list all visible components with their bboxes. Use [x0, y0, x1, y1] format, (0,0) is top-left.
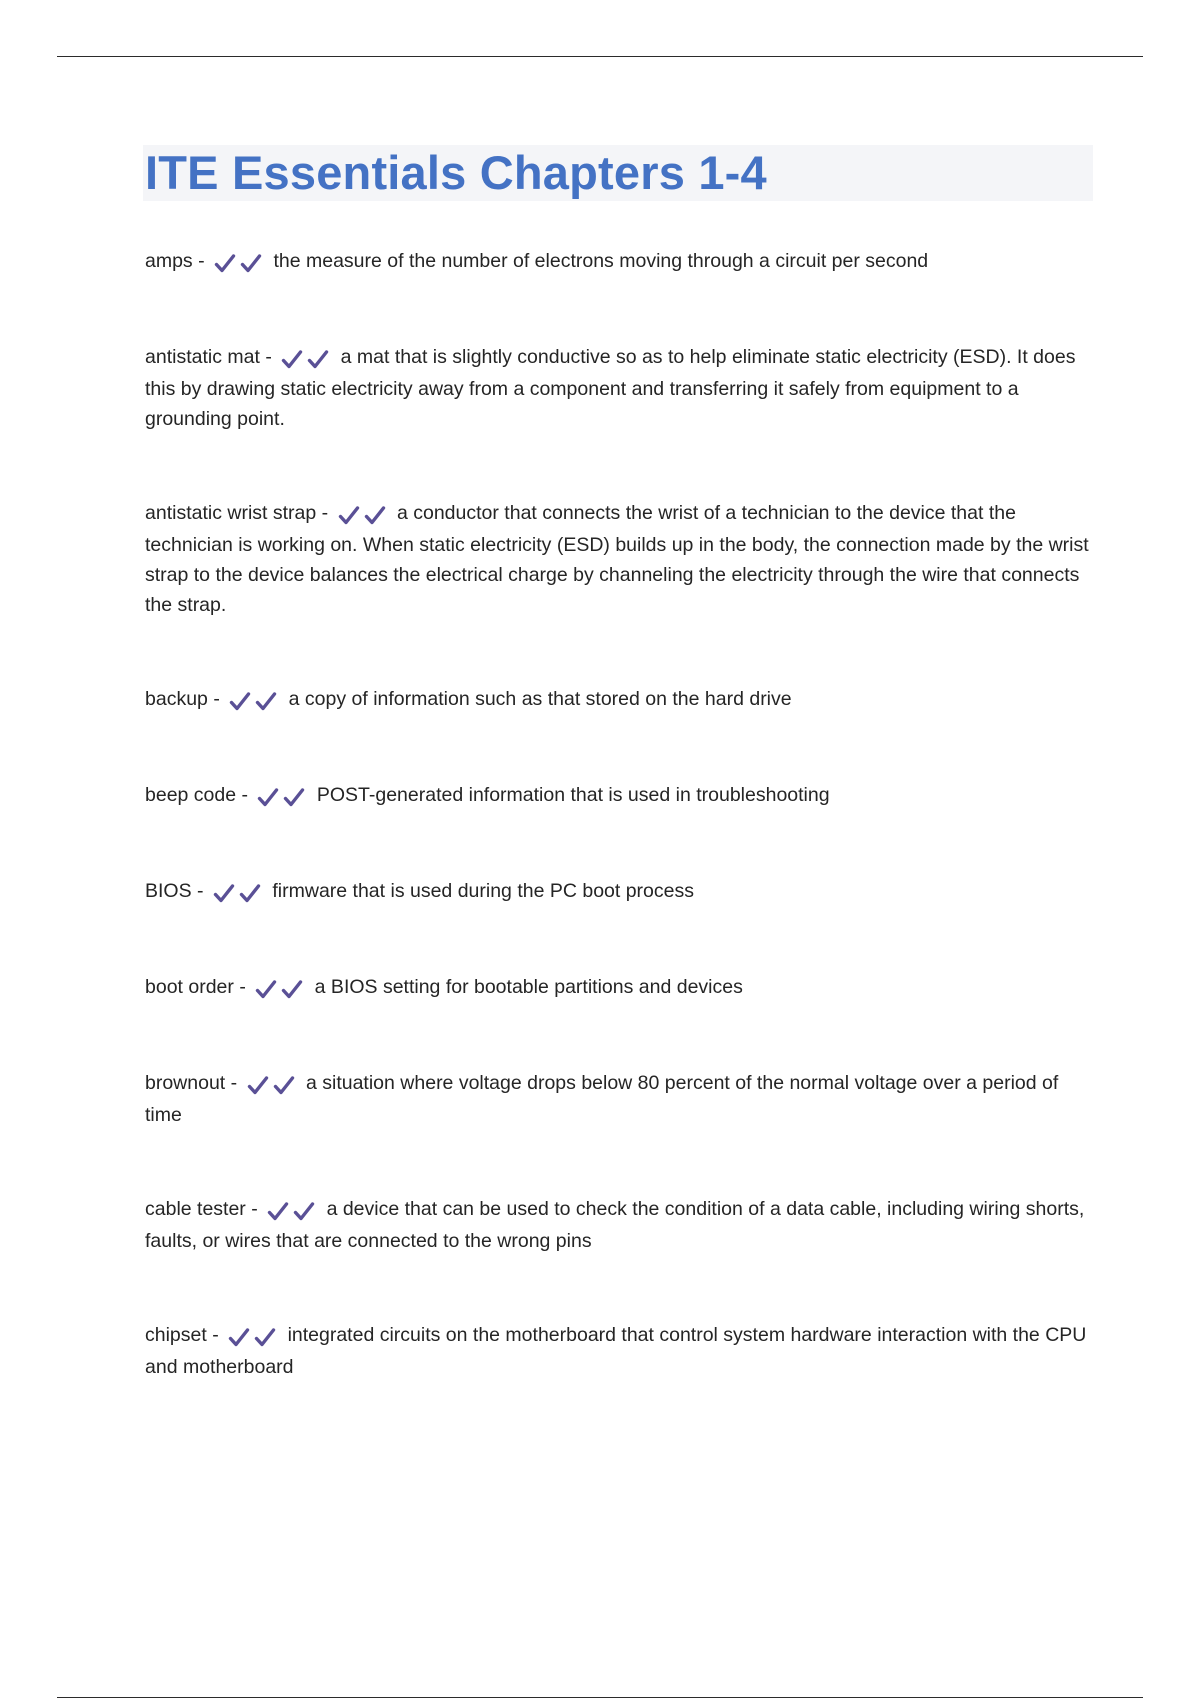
glossary-entry — [145, 972, 1090, 1004]
check-icon — [229, 691, 251, 713]
double-check-icon — [247, 1070, 299, 1100]
entry-separator: - — [321, 502, 334, 524]
entry-separator: - — [241, 784, 254, 806]
glossary-entry — [145, 1320, 1090, 1382]
top-rule — [57, 56, 1143, 57]
entry-separator: - — [212, 1324, 225, 1346]
glossary-list — [145, 246, 1090, 1446]
glossary-entry — [145, 342, 1090, 434]
double-check-icon — [255, 974, 307, 1004]
glossary-entry — [145, 1068, 1090, 1130]
entry-definition: a device that can be used to check the condition of a data cable, including wiring shorts, faults, or wires that are connected to the wrong pins — [145, 1198, 1085, 1252]
entry-definition: a situation where voltage drops below 80 percent of the normal voltage over a period of time — [145, 1072, 1059, 1126]
check-icon — [283, 787, 305, 809]
entry-term: amps — [145, 250, 193, 272]
entry-definition: integrated circuits on the motherboard that control system hardware interaction with the CPU and motherboard — [145, 1324, 1087, 1378]
entry-term: cable tester — [145, 1198, 246, 1220]
entry-definition: POST-generated information that is used in troubleshooting — [316, 784, 830, 806]
entry-term: boot order — [145, 976, 234, 998]
entry-definition: a conductor that connects the wrist of a technician to the device that the technician is working on. When static electricity (ESD) builds up in the body, the connection made by the wrist strap to the device balances the electrical charge by channeling the electricity through the wire that connects the strap. — [145, 502, 1089, 616]
entry-separator: - — [198, 250, 211, 272]
check-icon — [281, 349, 303, 371]
check-icon — [239, 883, 261, 905]
check-icon — [254, 1327, 276, 1349]
entry-definition: the measure of the number of electrons moving through a circuit per second — [273, 250, 929, 272]
entry-definition: a copy of information such as that stored on the hard drive — [288, 688, 792, 710]
glossary-entry — [145, 1194, 1090, 1256]
entry-separator: - — [239, 976, 252, 998]
entry-term: brownout — [145, 1072, 226, 1094]
glossary-entry — [145, 780, 1090, 812]
entry-separator: - — [265, 346, 278, 368]
entry-definition: a BIOS setting for bootable partitions and devices — [314, 976, 743, 998]
entry-term: antistatic wrist strap — [145, 502, 317, 524]
check-icon — [213, 883, 235, 905]
check-icon — [247, 1075, 269, 1097]
entry-definition: a mat that is slightly conductive so as to help eliminate static electricity (ESD). It does this by drawing static electricity away from a component and transferring it safely from equipment to a grounding point. — [145, 346, 1076, 430]
check-icon — [307, 349, 329, 371]
entry-definition: firmware that is used during the PC boot process — [272, 880, 694, 902]
entry-separator: - — [251, 1198, 264, 1220]
entry-term: backup — [145, 688, 208, 710]
glossary-entry — [145, 246, 1090, 278]
check-icon — [273, 1075, 295, 1097]
check-icon — [255, 691, 277, 713]
bottom-rule — [57, 1697, 1143, 1698]
entry-term: BIOS — [145, 880, 192, 902]
check-icon — [281, 979, 303, 1001]
check-icon — [293, 1201, 315, 1223]
double-check-icon — [281, 344, 333, 374]
check-icon — [228, 1327, 250, 1349]
glossary-entry — [145, 684, 1090, 716]
glossary-entry — [145, 876, 1090, 908]
check-icon — [255, 979, 277, 1001]
entry-term: beep code — [145, 784, 237, 806]
check-icon — [214, 253, 236, 275]
double-check-icon — [338, 500, 390, 530]
entry-separator: - — [230, 1072, 243, 1094]
entry-term: antistatic mat — [145, 346, 260, 368]
double-check-icon — [229, 686, 281, 716]
entry-separator: - — [213, 688, 226, 710]
check-icon — [364, 505, 386, 527]
page-title: ITE Essentials Chapters 1-4 — [145, 146, 767, 199]
check-icon — [338, 505, 360, 527]
double-check-icon — [267, 1196, 319, 1226]
double-check-icon — [257, 782, 309, 812]
check-icon — [240, 253, 262, 275]
check-icon — [257, 787, 279, 809]
double-check-icon — [213, 878, 265, 908]
entry-term: chipset — [145, 1324, 207, 1346]
double-check-icon — [228, 1322, 280, 1352]
entry-separator: - — [197, 880, 209, 902]
check-icon — [267, 1201, 289, 1223]
double-check-icon — [214, 248, 266, 278]
glossary-entry — [145, 498, 1090, 620]
